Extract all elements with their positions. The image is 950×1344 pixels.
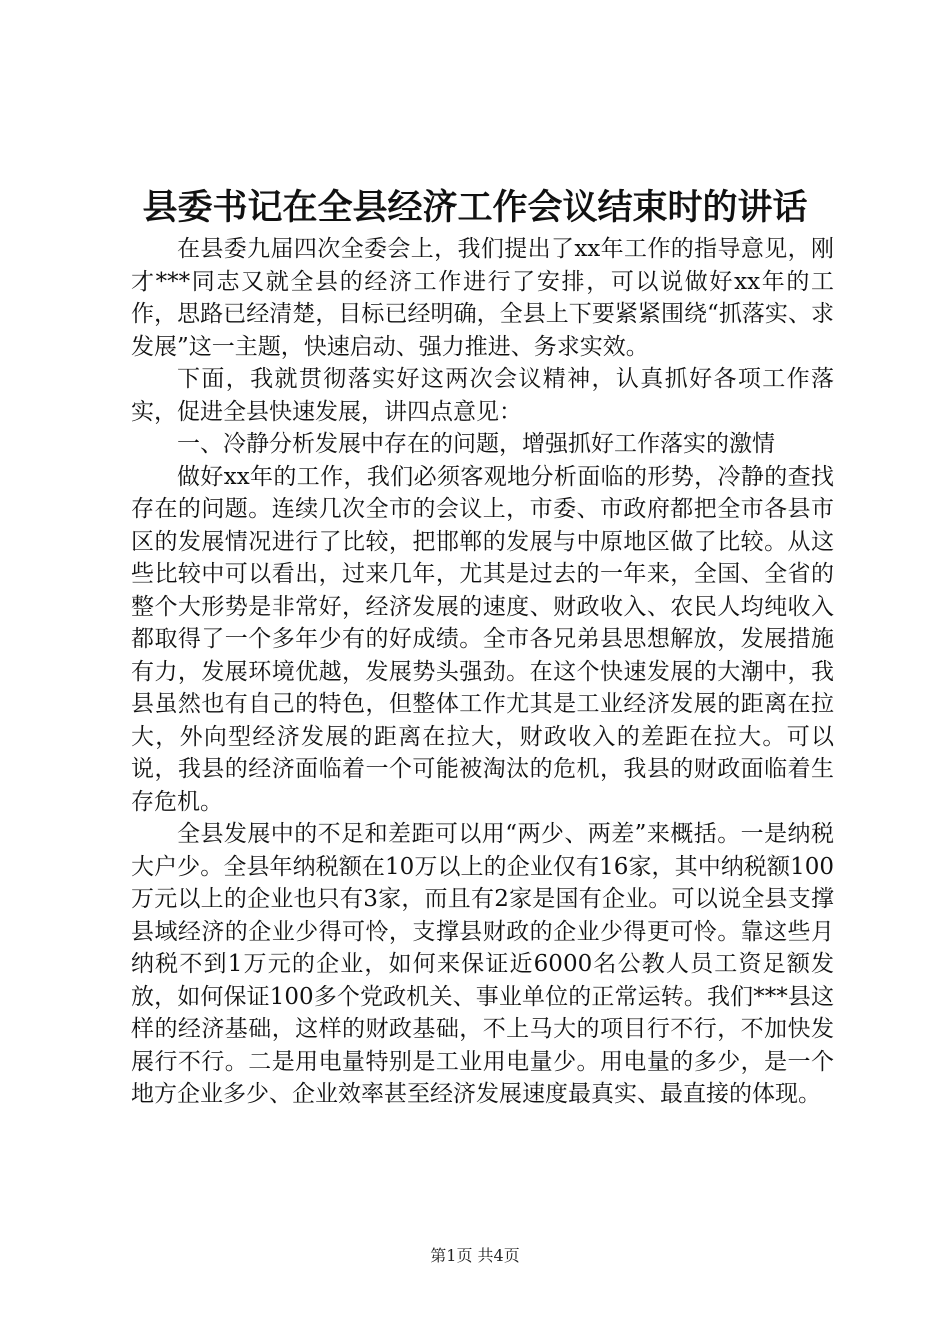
paragraph-opening: 下面，我就贯彻落实好这两次会议精神，认真抓好各项工作落实，促进全县快速发展，讲四点意见：	[131, 366, 834, 425]
paragraph-intro: 在县委九届四次全委会上，我们提出了xx年工作的指导意见，刚才***同志又就全县的经济工作进行了安排，可以说做好xx年的工作，思路已经清楚，目标已经明确，全县上下要紧紧围绕“抓落实、求发展”这一主题，快速启动、强力推进、务求实效。	[131, 236, 834, 360]
document-title: 县委书记在全县经济工作会议结束时的讲话	[142, 187, 808, 228]
page-number: 第1页 共4页	[430, 1246, 520, 1265]
section-heading-1: 一、冷静分析发展中存在的问题，增强抓好工作落实的激情	[177, 431, 775, 457]
document-body	[131, 233, 834, 1111]
paragraph-shortcomings: 全县发展中的不足和差距可以用“两少、两差”来概括。一是纳税大户少。全县年纳税额在10万以上的企业仅有16家，其中纳税额100万元以上的企业也只有3家，而且有2家是国有企业。可以说全县支撑县域经济的企业少得可怜，支撑县财政的企业少得更可怜。靠这些月纳税不到1万元的企业，如何来保证近6000名公教人员工资足额发放，如何保证100多个党政机关、事业单位的正常运转。我们***县这样的经济基础，这样的财政基础，不上马大的项目行不行，不加快发展行不行。二是用电量特别是工业用电量少。用电量的多少，是一个地方企业多少、企业效率甚至经济发展速度最真实、最直接的体现。	[131, 821, 834, 1107]
paragraph-situation: 做好xx年的工作，我们必须客观地分析面临的形势，冷静的查找存在的问题。连续几次全市的会议上，市委、市政府都把全市各县市区的发展情况进行了比较，把邯郸的发展与中原地区做了比较。从这些比较中可以看出，过来几年，尤其是过去的一年来，全国、全省的整个大形势是非常好，经济发展的速度、财政收入、农民人均纯收入都取得了一个多年少有的好成绩。全市各兄弟县思想解放，发展措施有力，发展环境优越，发展势头强劲。在这个快速发展的大潮中，我县虽然也有自己的特色，但整体工作尤其是工业经济发展的距离在拉大，外向型经济发展的距离在拉大，财政收入的差距在拉大。可以说，我县的经济面临着一个可能被淘汰的危机，我县的财政面临着生存危机。	[131, 463, 834, 815]
